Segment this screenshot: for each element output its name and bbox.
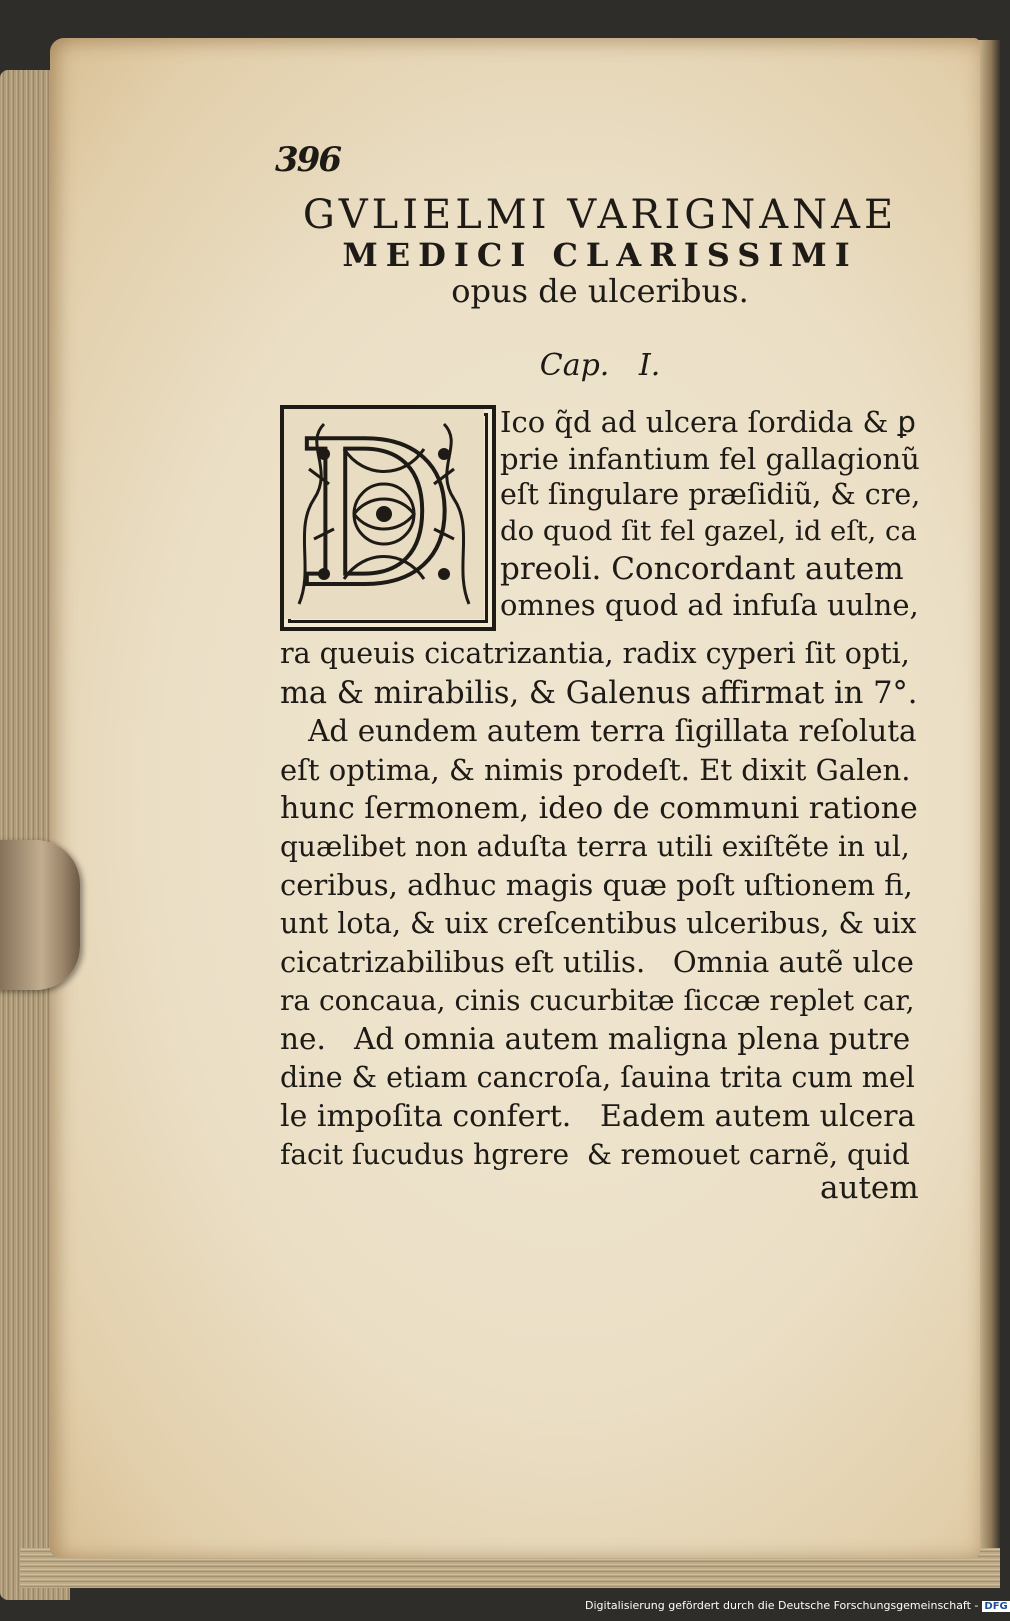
text-line: le impoſita confert. Eadem autem ulcera <box>280 1099 916 1134</box>
initial-letter: D <box>295 399 457 632</box>
text-line: eſt ſingulare præſidiũ, & cre, <box>500 478 921 511</box>
text-line: ne. Ad omnia autem maligna plena putre <box>280 1022 911 1056</box>
text-line: Ico q̃d ad ulcera ſordida & ꝑ <box>500 405 916 439</box>
text-line: ra concaua, cinis cucurbitæ ſiccæ replet car, <box>280 983 915 1017</box>
title-line-2: MEDICI CLARISSIMI <box>342 236 858 274</box>
text-line: prie infantium fel gallagionũ <box>500 441 920 476</box>
decorated-initial <box>280 399 496 632</box>
text-line: omnes quod ad infuſa uulne, <box>500 587 919 622</box>
book-right-edge <box>978 40 1000 1560</box>
text-line: hunc ſermonem, ideo de communi ratione <box>280 791 918 826</box>
floral-ornament-icon <box>284 399 484 632</box>
catchword: autem <box>820 1170 919 1206</box>
text-line: Ad eundem autem terra ſigillata reſoluta <box>280 714 917 748</box>
text-line: do quod ſit fel gazel, id eſt, ca <box>500 514 917 547</box>
text-line: cicatrizabilibus eſt utilis. Omnia autẽ ulce <box>280 945 914 979</box>
chapter-heading: Cap. I. <box>539 348 661 383</box>
text-line: unt lota, & uix creſcentibus ulceribus, & uix <box>280 906 917 940</box>
text-line: eſt optima, & nimis prodeſt. Et dixit Galen. <box>280 752 911 787</box>
footer-credit-text: Digitalisierung gefördert durch die Deutsche Forschungsgemeinschaft - <box>585 1599 979 1612</box>
text-line: ma & mirabilis, & Galenus affirmat in 7°. <box>280 675 918 711</box>
text-line: dine & etiam cancroſa, ſauina trita cum mel <box>280 1060 915 1094</box>
text-line: facit ſucudus hgrere & remouet carnẽ, quid <box>280 1137 910 1171</box>
title-line-3: opus de ulceribus. <box>451 272 749 310</box>
text-line: ceribus, adhuc magis quæ poſt uſtionem fi, <box>280 868 913 902</box>
text-line: quælibet non aduſta terra utili exiſtẽte in ul, <box>280 829 910 863</box>
page-number: 396 <box>275 140 340 180</box>
text-line: preoli. Concordant autem <box>500 551 904 587</box>
title-line-1: GVLIELMI VARIGNANAE <box>302 192 898 238</box>
footer-credit <box>585 1599 1010 1612</box>
book-clasp <box>0 840 80 990</box>
text-line: ra queuis cicatrizantia, radix cyperi ſit opti, <box>280 637 910 670</box>
dfg-logo: DFG <box>984 1601 1008 1612</box>
